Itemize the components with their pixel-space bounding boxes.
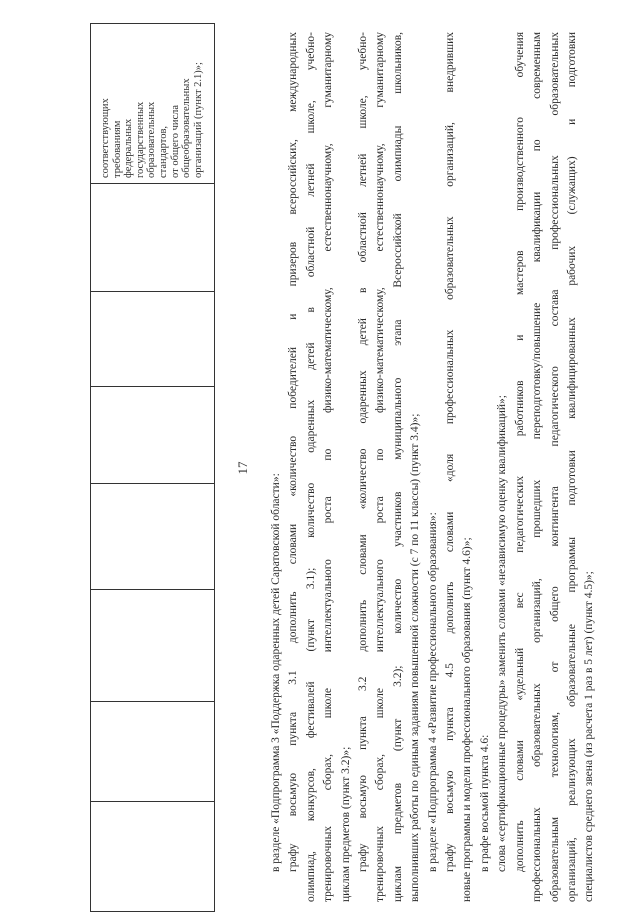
paragraph-line: тренировочных сборах, школе интеллектуального роста по физико-математическому, естественнонаучному, гуманитарному — [374, 32, 387, 902]
paragraph-line: графу восьмую пункта 4.5 дополнить словами «доля профессиональных образовательных организаций, внедривших — [444, 32, 457, 872]
rotated-document-page — [80, 15, 596, 920]
paragraph: в разделе «Подпрограмма 3 «Поддержка одаренных детей Саратовской области»: — [270, 473, 282, 872]
paragraph-line: циклам предметов (пункт 3.2); количество участников муниципального этапа Всероссийской олимпиады школьников, — [391, 32, 404, 902]
paragraph-line: тренировочных сборах, школе интеллектуального роста по физико-математическому, естественнонаучному, гуманитарному — [322, 32, 335, 902]
paragraph-line: организаций, реализующих образовательные программы подготовки квалифицированных рабочих (служащих) и подготовки — [565, 32, 578, 902]
paragraph-line: графу восьмую пункта 3.1 дополнить словами «количество победителей и призеров всероссийских, международных — [287, 32, 300, 872]
paragraph-line: новые программы и модели профессионального образования (пункт 4.6)»; — [461, 537, 474, 902]
paragraph: в разделе «Подпрограмма 4 «Развитие профессионального образования»: — [426, 512, 439, 872]
table-column-border — [90, 291, 215, 292]
paragraph-line: циклам предметов (пункт 3.2)»; — [339, 746, 352, 902]
table-column-border — [90, 183, 215, 184]
paragraph-line: специалистов среднего звена (из расчета 1 раз в 5 лет) (пункт 4.5)»; — [583, 571, 596, 902]
page-number: 17 — [235, 461, 250, 475]
document-body — [268, 32, 599, 902]
table-column-border — [90, 23, 215, 24]
table-fragment — [90, 24, 215, 912]
paragraph-line: образовательным технологиям, от общего контингента педагогического состава профессиональных образовательных — [548, 32, 561, 902]
table-column-border — [90, 701, 215, 702]
table-column-border — [90, 911, 215, 912]
table-column-border — [90, 386, 215, 387]
table-column-border — [90, 483, 215, 484]
table-cell-text: соответствующих требованиям федеральных государственных образовательных стандартов, от общего числа общеобразовательных организаций (пункт 2.1)»; — [100, 62, 204, 178]
paragraph: в графе восьмой пункта 4.6: — [478, 734, 491, 872]
paragraph: слова «сертификационные процедуры» заменить словами «независимую оценку квалификаций»; — [496, 395, 509, 872]
table-column-border — [90, 801, 215, 802]
paragraph-line: дополнить словами «удельный вес педагогических работников и мастеров производственного обучения — [513, 32, 526, 872]
table-column-border — [90, 589, 215, 590]
paragraph-line: олимпиад, конкурсов, фестивалей (пункт 3.1); количество одаренных детей в областной летней школе, учебно- — [304, 32, 317, 902]
paragraph-line: графу восьмую пункта 3.2 дополнить словами «количество одаренных детей в областной летней школе, учебно- — [357, 32, 370, 872]
paragraph-line: выполнивших работы по единым заданиям повышенной сложности (с 7 по 11 классы) (пункт 3.4)»; — [409, 413, 422, 902]
paragraph-line: профессиональных образовательных организаций, прошедших переподготовку/повышение квалификации по современным — [531, 32, 544, 902]
